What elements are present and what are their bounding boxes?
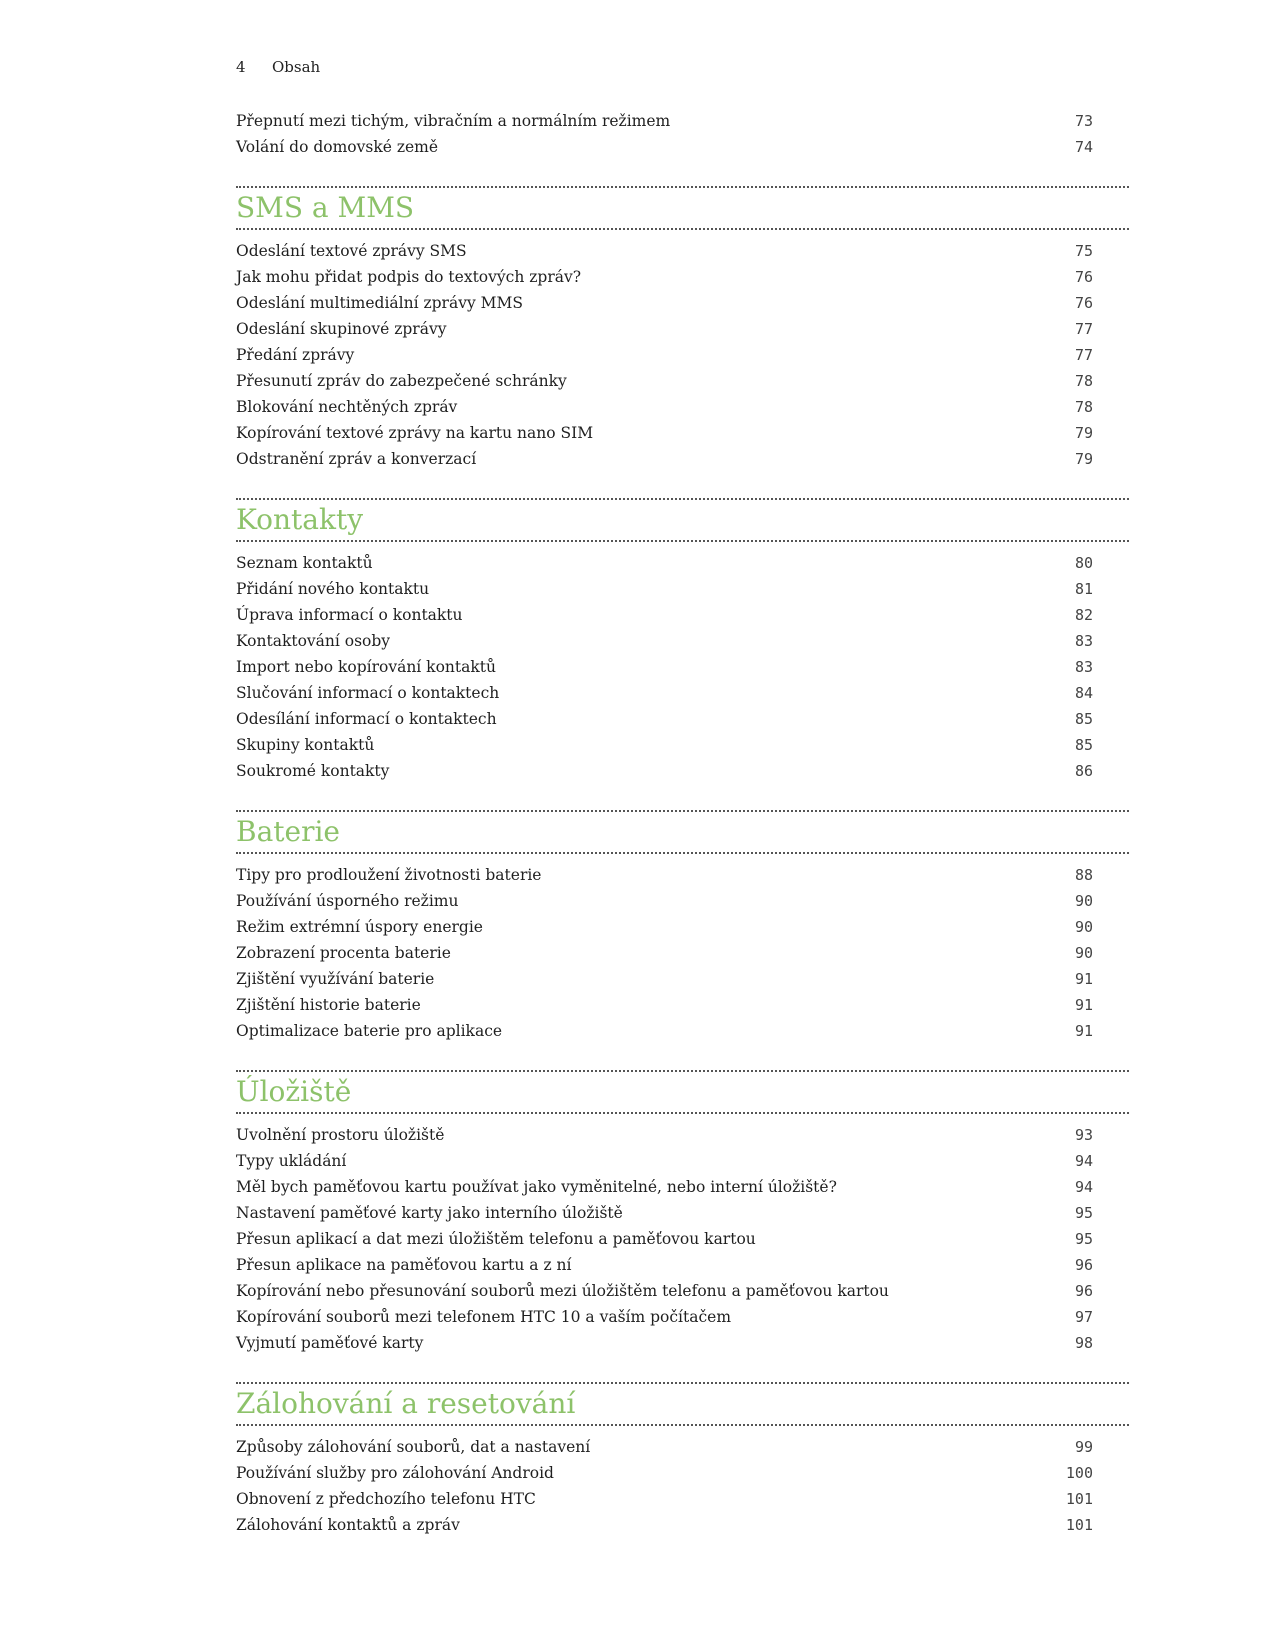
toc-entry-title: Odeslání skupinové zprávy — [236, 320, 447, 338]
toc-entry[interactable] — [236, 680, 1129, 706]
toc-entry[interactable] — [236, 290, 1129, 316]
toc-entry-page: 94 — [1074, 1178, 1093, 1196]
toc-entry[interactable] — [236, 264, 1129, 290]
section-title[interactable]: Zálohování a resetování — [236, 1387, 576, 1420]
toc-entry-page: 73 — [1074, 112, 1093, 130]
toc-entry[interactable] — [236, 654, 1129, 680]
toc-entry-title: Nastavení paměťové karty jako interního úložiště — [236, 1204, 623, 1222]
toc-entry-title: Soukromé kontakty — [236, 762, 390, 780]
page-header-title: Obsah — [272, 58, 321, 76]
toc-entry-title: Předání zprávy — [236, 346, 355, 364]
toc-entry[interactable] — [236, 966, 1129, 992]
toc-entry[interactable] — [236, 1486, 1129, 1512]
toc-entry[interactable] — [236, 108, 1129, 134]
toc-entry-page: 97 — [1074, 1308, 1093, 1326]
toc-entry-title: Používání úsporného režimu — [236, 892, 459, 910]
toc-entry-title: Optimalizace baterie pro aplikace — [236, 1022, 503, 1040]
toc-entry[interactable] — [236, 1460, 1129, 1486]
toc-entry-page: 96 — [1074, 1282, 1093, 1300]
toc-entry-title: Blokování nechtěných zpráv — [236, 398, 458, 416]
section-heading — [236, 1070, 1129, 1114]
toc-entry-page: 94 — [1074, 1152, 1093, 1170]
toc-entry[interactable] — [236, 1512, 1129, 1538]
toc-entry-page: 79 — [1074, 424, 1093, 442]
toc-section-zalohovani — [236, 1382, 1129, 1538]
toc-entry-page: 76 — [1074, 268, 1093, 286]
section-heading — [236, 186, 1129, 230]
toc-entry-title: Úprava informací o kontaktu — [236, 606, 463, 624]
toc-entry[interactable] — [236, 420, 1129, 446]
toc-entry-page: 101 — [1065, 1490, 1093, 1508]
toc-entry[interactable] — [236, 1226, 1129, 1252]
toc-entry[interactable] — [236, 238, 1129, 264]
toc-entry-page: 79 — [1074, 450, 1093, 468]
toc-entry-title: Zjištění využívání baterie — [236, 970, 435, 988]
toc-entry-title: Kontaktování osoby — [236, 632, 391, 650]
toc-entry-title: Uvolnění prostoru úložiště — [236, 1126, 445, 1144]
toc-entry[interactable] — [236, 914, 1129, 940]
toc-entry[interactable] — [236, 1434, 1129, 1460]
toc-entry[interactable] — [236, 1330, 1129, 1356]
toc-section-uloziste — [236, 1070, 1129, 1356]
toc-entry-page: 83 — [1074, 658, 1093, 676]
toc-entry[interactable] — [236, 316, 1129, 342]
toc-entry-title: Kopírování souborů mezi telefonem HTC 10 a vaším počítačem — [236, 1308, 732, 1326]
toc-entry-title: Používání služby pro zálohování Android — [236, 1464, 554, 1482]
toc-section-kontakty — [236, 498, 1129, 784]
toc-entry-page: 95 — [1074, 1204, 1093, 1222]
toc-entry[interactable] — [236, 862, 1129, 888]
section-title[interactable]: Baterie — [236, 815, 341, 848]
toc-entry-title: Skupiny kontaktů — [236, 736, 375, 754]
toc-entry-title: Odesílání informací o kontaktech — [236, 710, 497, 728]
toc-entry-title: Import nebo kopírování kontaktů — [236, 658, 496, 676]
toc-entry[interactable] — [236, 888, 1129, 914]
toc-entry-page: 77 — [1074, 346, 1093, 364]
toc-section-sms-mms — [236, 186, 1129, 472]
toc-entry[interactable] — [236, 1304, 1129, 1330]
intro-entries — [236, 108, 1129, 160]
page-number: 4 — [236, 58, 246, 76]
toc-entry[interactable] — [236, 550, 1129, 576]
toc-entry[interactable] — [236, 446, 1129, 472]
toc-entry-page: 85 — [1074, 710, 1093, 728]
section-heading — [236, 1382, 1129, 1426]
toc-entry[interactable] — [236, 706, 1129, 732]
toc-entry-page: 91 — [1074, 970, 1093, 988]
toc-entry-page: 95 — [1074, 1230, 1093, 1248]
toc-entry-page: 77 — [1074, 320, 1093, 338]
toc-entry-title: Typy ukládání — [236, 1152, 347, 1170]
toc-entry[interactable] — [236, 732, 1129, 758]
toc-entry[interactable] — [236, 134, 1129, 160]
section-heading — [236, 810, 1129, 854]
toc-entry-page: 93 — [1074, 1126, 1093, 1144]
toc-entry[interactable] — [236, 628, 1129, 654]
toc-entry[interactable] — [236, 576, 1129, 602]
toc-entry[interactable] — [236, 394, 1129, 420]
toc-entry-page: 99 — [1074, 1438, 1093, 1456]
toc-entry-title: Odeslání textové zprávy SMS — [236, 242, 467, 260]
toc-entry-page: 91 — [1074, 1022, 1093, 1040]
toc-entry[interactable] — [236, 342, 1129, 368]
toc-entry-title: Způsoby zálohování souborů, dat a nastavení — [236, 1438, 591, 1456]
toc-entry-title: Měl bych paměťovou kartu používat jako vyměnitelné, nebo interní úložiště? — [236, 1178, 837, 1196]
toc-entry-page: 88 — [1074, 866, 1093, 884]
toc-section-baterie — [236, 810, 1129, 1044]
toc-entry-page: 90 — [1074, 892, 1093, 910]
toc-entry[interactable] — [236, 1200, 1129, 1226]
toc-entry[interactable] — [236, 992, 1129, 1018]
toc-entry-page: 83 — [1074, 632, 1093, 650]
toc-entry-page: 76 — [1074, 294, 1093, 312]
toc-entry-page: 85 — [1074, 736, 1093, 754]
section-title[interactable]: SMS a MMS — [236, 191, 415, 224]
toc-entry-page: 81 — [1074, 580, 1093, 598]
toc-entry-title: Odstranění zpráv a konverzací — [236, 450, 477, 468]
toc-entry-title: Přepnutí mezi tichým, vibračním a normálním režimem — [236, 112, 671, 130]
toc-entry-page: 75 — [1074, 242, 1093, 260]
toc-entry[interactable] — [236, 1018, 1129, 1044]
toc-entry-title: Odeslání multimediální zprávy MMS — [236, 294, 523, 312]
toc-entry[interactable] — [236, 758, 1129, 784]
toc-entry-page: 101 — [1065, 1516, 1093, 1534]
toc-entry[interactable] — [236, 368, 1129, 394]
toc-entry-page: 96 — [1074, 1256, 1093, 1274]
toc-entry[interactable] — [236, 1148, 1129, 1174]
toc-entry-page: 100 — [1065, 1464, 1093, 1482]
toc-entry-title: Volání do domovské země — [236, 138, 439, 156]
toc-entry-page: 90 — [1074, 918, 1093, 936]
toc-entry-title: Zálohování kontaktů a zpráv — [236, 1516, 460, 1534]
toc-entry-page: 78 — [1074, 398, 1093, 416]
section-heading — [236, 498, 1129, 542]
toc-entry[interactable] — [236, 1278, 1129, 1304]
toc-entry-title: Kopírování textové zprávy na kartu nano SIM — [236, 424, 594, 442]
toc-entry-title: Přesun aplikace na paměťovou kartu a z ní — [236, 1256, 572, 1274]
toc-entry-title: Vyjmutí paměťové karty — [236, 1334, 424, 1352]
toc-entry-title: Kopírování nebo přesunování souborů mezi úložištěm telefonu a paměťovou kartou — [236, 1282, 889, 1300]
toc-entry-title: Zjištění historie baterie — [236, 996, 421, 1014]
toc-entry-page: 86 — [1074, 762, 1093, 780]
toc-entry-title: Obnovení z předchozího telefonu HTC — [236, 1490, 536, 1508]
toc-entry-page: 98 — [1074, 1334, 1093, 1352]
toc-entry-page: 90 — [1074, 944, 1093, 962]
table-of-contents — [236, 108, 1129, 1538]
toc-entry[interactable] — [236, 940, 1129, 966]
toc-entry-page: 80 — [1074, 554, 1093, 572]
toc-entry[interactable] — [236, 1174, 1129, 1200]
section-title[interactable]: Úložiště — [236, 1075, 352, 1108]
toc-entry-title: Tipy pro prodloužení životnosti baterie — [236, 866, 542, 884]
toc-entry-page: 91 — [1074, 996, 1093, 1014]
toc-entry-title: Zobrazení procenta baterie — [236, 944, 451, 962]
toc-entry-title: Přesunutí zpráv do zabezpečené schránky — [236, 372, 567, 390]
toc-entry[interactable] — [236, 602, 1129, 628]
toc-entry-page: 74 — [1074, 138, 1093, 156]
page-header — [236, 58, 320, 76]
toc-entry[interactable] — [236, 1252, 1129, 1278]
toc-entry-title: Přesun aplikací a dat mezi úložištěm telefonu a paměťovou kartou — [236, 1230, 756, 1248]
toc-entry-page: 84 — [1074, 684, 1093, 702]
toc-entry-title: Jak mohu přidat podpis do textových zpráv? — [236, 268, 582, 286]
section-title[interactable]: Kontakty — [236, 503, 364, 536]
toc-entry-title: Seznam kontaktů — [236, 554, 373, 572]
toc-entry-title: Slučování informací o kontaktech — [236, 684, 500, 702]
toc-entry-page: 82 — [1074, 606, 1093, 624]
toc-entry[interactable] — [236, 1122, 1129, 1148]
toc-entry-page: 78 — [1074, 372, 1093, 390]
toc-entry-title: Režim extrémní úspory energie — [236, 918, 483, 936]
toc-entry-title: Přidání nového kontaktu — [236, 580, 430, 598]
